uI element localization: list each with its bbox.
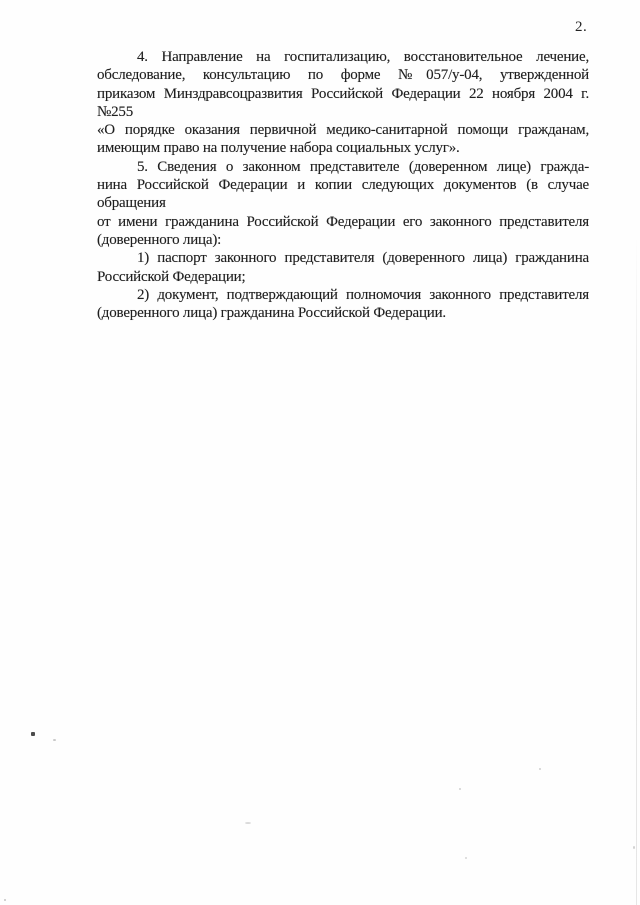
- text-line: 5. Сведения о законном представителе (доверенном лице) гражда-: [137, 158, 589, 175]
- text-line: нина Российской Федерации и копии следующих документов (в случае: [97, 177, 589, 194]
- scan-speck: [53, 739, 56, 741]
- scan-speck: [459, 788, 461, 790]
- text-line: (доверенного лица):: [97, 231, 222, 248]
- text-line: 2) документ, подтверждающий полномочия законного представителя: [137, 286, 589, 303]
- text-line: имеющим право на получение набора социальных услуг».: [97, 140, 460, 157]
- scan-speck: [4, 899, 6, 901]
- page-number: 2.: [575, 19, 588, 35]
- text-line: обращения: [97, 195, 166, 212]
- document-text-block: [97, 48, 589, 322]
- text-line: обследование, консультацию по форме №057/у-04, утвержденной: [97, 67, 589, 84]
- text-line: от имени гражданина Российской Федерации его законного представителя: [97, 213, 589, 230]
- scan-edge-artifact: [636, 235, 637, 905]
- text-line: 1) паспорт законного представителя (доверенного лица) гражданина: [137, 250, 589, 267]
- text-line: Российской Федерации;: [97, 268, 246, 285]
- text-line: приказом Минздравсоцразвития Российской Федерации 22 ноября 2004 г.: [97, 85, 589, 102]
- scan-speck: [245, 822, 251, 824]
- scan-speck: [31, 732, 35, 736]
- scan-speck: [539, 768, 541, 770]
- scan-speck: [465, 857, 467, 859]
- text-line: (доверенного лица) гражданина Российской Федерации.: [97, 305, 446, 322]
- text-line: «О порядке оказания первичной медико-санитарной помощи гражданам,: [97, 122, 589, 139]
- scan-speck: [633, 846, 635, 849]
- text-line: 4. Направление на госпитализацию, восстановительное лечение,: [137, 49, 589, 65]
- text-line: №255: [97, 103, 134, 120]
